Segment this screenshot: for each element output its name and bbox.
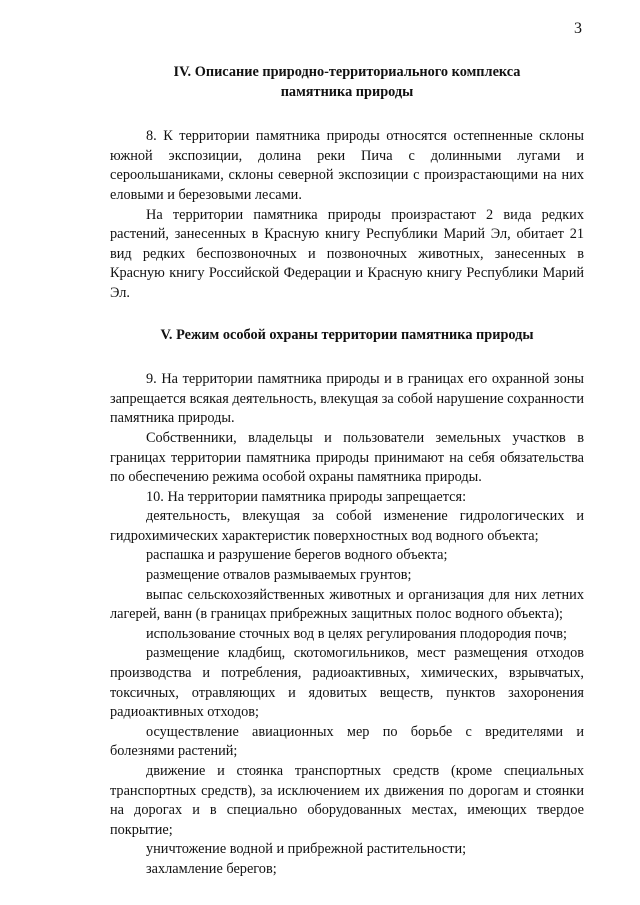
- page-number: 3: [574, 20, 582, 37]
- section-5-heading: V. Режим особой охраны территории памятника природы: [160, 326, 534, 343]
- prohibition-item: движение и стоянка транспортных средств (кроме специальных транспортных средств), за исключением их движения по дорогам и стоянки на дорогах и в специально оборудованных местах, имеющих твердое покрытие;: [110, 763, 584, 838]
- paragraph-rare-species: На территории памятника природы произрастают 2 вида редких растений, занесенных в Красную книгу Республики Марий Эл, обитает 21 вид редких беспозвоночных и позвоночных животных, занесенных в Красную книгу Российской Федерации и Красную книгу Республики Марий Эл.: [110, 206, 584, 301]
- paragraph-9: 9. На территории памятника природы и в границах его охранной зоны запрещается всякая деятельность, влекущая за собой нарушение сохранности памятника природы.: [110, 371, 584, 427]
- document-body: [110, 63, 584, 880]
- paragraph-10: 10. На территории памятника природы запрещается:: [146, 488, 467, 505]
- paragraph-owners: Собственники, владельцы и пользователи земельных участков в границах территории памятника природы принимают на себя обязательства по обеспечению режима особой охраны памятника природы.: [110, 429, 584, 486]
- section-4-heading: [110, 63, 584, 102]
- section-4-heading-line: IV. Описание природно-территориального комплекса: [173, 64, 521, 80]
- prohibition-item: использование сточных вод в целях регулирования плодородия почв;: [146, 625, 568, 642]
- paragraph-8: 8. К территории памятника природы относятся остепненные склоны южной экспозиции, долина реки Пича с долинными лугами и сероольшаниками, склоны северной экспозиции с произрастающими на них еловыми и березовыми лесами.: [110, 128, 584, 203]
- prohibition-item: размещение кладбищ, скотомогильников, мест размещения отходов производства и потребления, радиоактивных, химических, взрывчатых, токсичных, отравляющих и ядовитых веществ, пунктов захоронения радиоактивных отходов;: [110, 645, 584, 721]
- prohibition-item: захламление берегов;: [146, 860, 277, 877]
- prohibition-item: уничтожение водной и прибрежной растительности;: [146, 841, 467, 858]
- section-4-heading-line: памятника природы: [280, 83, 414, 100]
- prohibition-item: осуществление авиационных мер по борьбе с вредителями и болезнями растений;: [110, 723, 584, 760]
- prohibition-item: распашка и разрушение берегов водного объекта;: [146, 547, 448, 564]
- prohibition-item: размещение отвалов размываемых грунтов;: [146, 567, 412, 584]
- prohibition-item: выпас сельскохозяйственных животных и организация для них летних лагерей, ванн (в границах прибрежных защитных полос водного объекта);: [110, 586, 584, 623]
- prohibition-item: деятельность, влекущая за собой изменение гидрологических и гидрохимических характеристик поверхностных вод водного объекта;: [110, 508, 584, 544]
